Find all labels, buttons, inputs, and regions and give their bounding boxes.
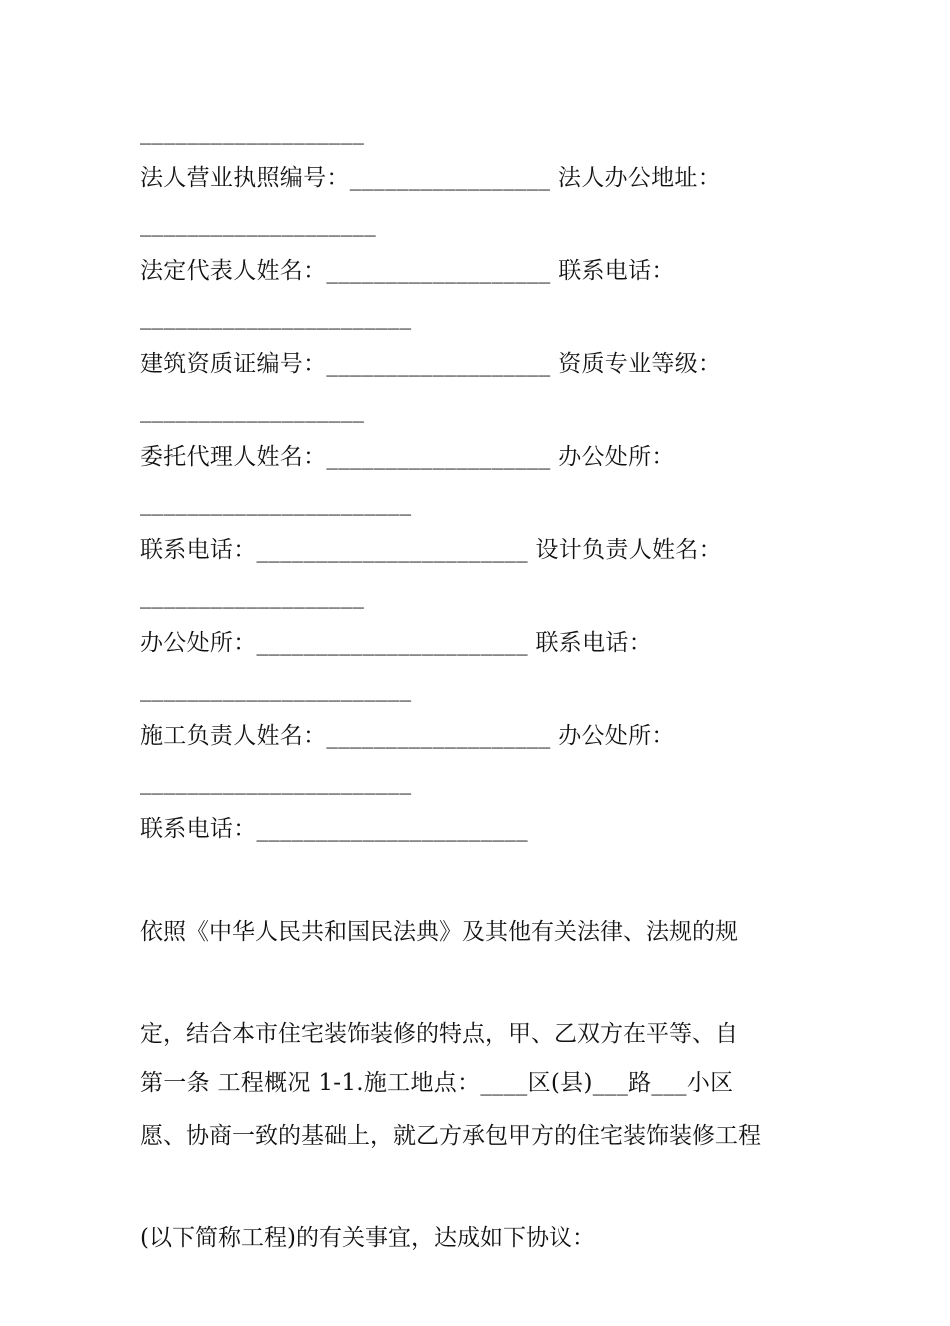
qualification-certificate-line: 建筑资质证编号：___________________ 资质专业等级： <box>140 351 722 377</box>
article-one-line: 第一条 工程概况 1-1.施工地点：____区(县)___路___小区 <box>140 1070 734 1096</box>
paragraph-line: (以下简称工程)的有关事宜，达成如下协议： <box>140 1225 595 1251</box>
business-license-line: 法人营业执照编号：_________________ 法人办公地址： <box>140 165 722 191</box>
blank-line: ____________________ <box>140 211 376 237</box>
blank-line: _______________________ <box>140 304 412 330</box>
blank-line: _______________________ <box>140 769 412 795</box>
blank-line: _______________________ <box>140 676 412 702</box>
blank-line: ___________________ <box>140 583 365 609</box>
office-phone-line: 办公处所：_______________________ 联系电话： <box>140 630 653 656</box>
blank-line: ___________________ <box>140 397 365 423</box>
construction-manager-line: 施工负责人姓名：___________________ 办公处所： <box>140 723 675 749</box>
paragraph-line: 愿、协商一致的基础上，就乙方承包甲方的住宅装饰装修工程 <box>140 1123 761 1149</box>
contact-phone-line: 联系电话：_______________________ <box>140 816 528 842</box>
blank-line: ___________________ <box>140 119 365 145</box>
phone-designer-line: 联系电话：_______________________ 设计负责人姓名： <box>140 537 722 563</box>
paragraph-line: 依照《中华人民共和国民法典》及其他有关法律、法规的规 <box>140 919 738 945</box>
agent-name-line: 委托代理人姓名：___________________ 办公处所： <box>140 444 675 470</box>
blank-line: _______________________ <box>140 490 412 516</box>
paragraph-line: 定，结合本市住宅装饰装修的特点，甲、乙双方在平等、自 <box>140 1021 738 1047</box>
legal-representative-line: 法定代表人姓名：___________________ 联系电话： <box>140 258 675 284</box>
